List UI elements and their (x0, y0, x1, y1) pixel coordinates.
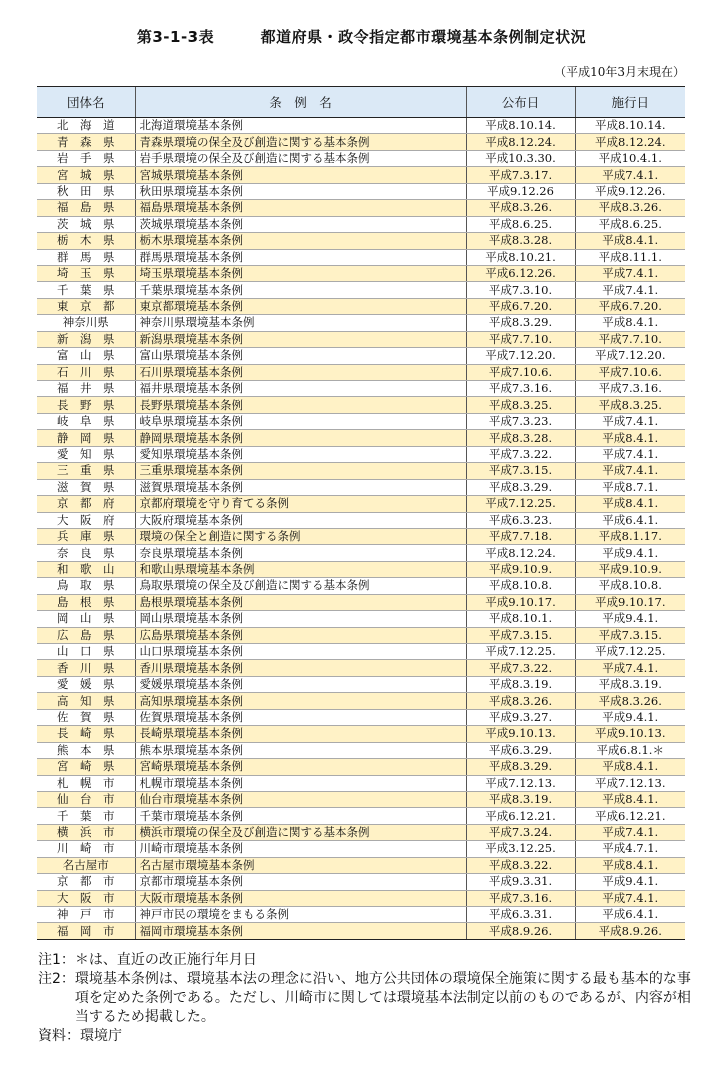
table-row (37, 183, 685, 199)
group-cell: 栃 木 県 (37, 233, 135, 249)
promulgated-cell: 平成8.3.28. (466, 233, 575, 249)
table-row (37, 611, 685, 627)
ordinance-cell: 群馬県環境基本条例 (135, 249, 466, 265)
source-text: 環境庁 (80, 1028, 122, 1044)
ordinance-cell: 奈良県環境基本条例 (135, 545, 466, 561)
promulgated-cell: 平成7.7.18. (466, 528, 575, 544)
ordinance-cell: 環境の保全と創造に関する条例 (135, 528, 466, 544)
enforced-cell: 平成8.3.25. (575, 397, 685, 413)
promulgated-cell: 平成7.3.10. (466, 282, 575, 298)
table-row (37, 545, 685, 561)
enforced-cell: 平成8.3.26. (575, 200, 685, 216)
enforced-cell: 平成8.7.1. (575, 479, 685, 495)
promulgated-cell: 平成7.3.22. (466, 660, 575, 676)
promulgated-cell: 平成7.3.15. (466, 627, 575, 643)
ordinance-cell: 京都府環境を守り育てる条例 (135, 496, 466, 512)
enforced-cell: 平成8.3.26. (575, 693, 685, 709)
promulgated-cell: 平成7.7.10. (466, 331, 575, 347)
table-row (37, 496, 685, 512)
promulgated-cell: 平成8.10.14. (466, 118, 575, 134)
promulgated-cell: 平成8.3.19. (466, 791, 575, 807)
group-cell: 石 川 県 (37, 364, 135, 380)
header-enforced: 施行日 (575, 87, 685, 118)
promulgated-cell: 平成9.10.13. (466, 726, 575, 742)
promulgated-cell: 平成10.3.30. (466, 150, 575, 166)
promulgated-cell: 平成7.3.22. (466, 446, 575, 462)
group-cell: 新 潟 県 (37, 331, 135, 347)
group-cell: 広 島 県 (37, 627, 135, 643)
source-label: 資料： (38, 1028, 80, 1044)
group-cell: 大 阪 府 (37, 512, 135, 528)
table-row (37, 282, 685, 298)
ordinance-cell: 大阪市環境基本条例 (135, 890, 466, 906)
promulgated-cell: 平成7.3.17. (466, 167, 575, 183)
table-row (37, 348, 685, 364)
enforced-cell: 平成7.12.25. (575, 644, 685, 660)
group-cell: 佐 賀 県 (37, 709, 135, 725)
table-row (37, 528, 685, 544)
group-cell: 神奈川県 (37, 315, 135, 331)
table-title-text: 都道府県・政令指定都市環境基本条例制定状況 (260, 28, 587, 46)
enforced-cell: 平成7.4.1. (575, 446, 685, 462)
ordinance-cell: 横浜市環境の保全及び創造に関する基本条例 (135, 824, 466, 840)
group-cell: 北 海 道 (37, 118, 135, 134)
ordinance-cell: 東京都環境基本条例 (135, 298, 466, 314)
enforced-cell: 平成8.12.24. (575, 134, 685, 150)
table-row (37, 315, 685, 331)
ordinance-cell: 富山県環境基本条例 (135, 348, 466, 364)
table-row (37, 824, 685, 840)
promulgated-cell: 平成8.10.21. (466, 249, 575, 265)
header-group: 団体名 (37, 87, 135, 118)
note-text: ＊は、直近の改正施行年月日 (74, 952, 257, 968)
table-row (37, 446, 685, 462)
enforced-cell: 平成6.12.21. (575, 808, 685, 824)
promulgated-cell: 平成7.10.6. (466, 364, 575, 380)
enforced-cell: 平成9.10.13. (575, 726, 685, 742)
enforced-cell: 平成7.10.6. (575, 364, 685, 380)
ordinance-cell: 新潟県環境基本条例 (135, 331, 466, 347)
group-cell: 宮 城 県 (37, 167, 135, 183)
group-cell: 福 井 県 (37, 381, 135, 397)
promulgated-cell: 平成8.9.26. (466, 923, 575, 939)
group-cell: 高 知 県 (37, 693, 135, 709)
ordinance-cell: 島根県環境基本条例 (135, 594, 466, 610)
ordinance-cell: 福岡市環境基本条例 (135, 923, 466, 939)
header-promulgated: 公布日 (466, 87, 575, 118)
ordinance-cell: 宮城県環境基本条例 (135, 167, 466, 183)
table-row (37, 759, 685, 775)
note-label: 注2： (38, 971, 75, 987)
enforced-cell: 平成8.1.17. (575, 528, 685, 544)
table-row (37, 594, 685, 610)
promulgated-cell: 平成6.3.31. (466, 907, 575, 923)
ordinance-cell: 静岡県環境基本条例 (135, 430, 466, 446)
enforced-cell: 平成7.3.15. (575, 627, 685, 643)
group-cell: 香 川 県 (37, 660, 135, 676)
promulgated-cell: 平成6.7.20. (466, 298, 575, 314)
ordinance-cell: 岐阜県環境基本条例 (135, 413, 466, 429)
group-cell: 山 口 県 (37, 644, 135, 660)
enforced-cell: 平成8.10.14. (575, 118, 685, 134)
promulgated-cell: 平成8.3.29. (466, 315, 575, 331)
ordinance-cell: 広島県環境基本条例 (135, 627, 466, 643)
group-cell: 京 都 府 (37, 496, 135, 512)
enforced-cell: 平成7.4.1. (575, 282, 685, 298)
table-row (37, 430, 685, 446)
enforced-cell: 平成8.4.1. (575, 791, 685, 807)
enforced-cell: 平成7.4.1. (575, 463, 685, 479)
ordinance-cell: 神戸市民の環境をまもる条例 (135, 907, 466, 923)
enforced-cell: 平成7.4.1. (575, 167, 685, 183)
promulgated-cell: 平成7.12.20. (466, 348, 575, 364)
enforced-cell: 平成9.12.26. (575, 183, 685, 199)
ordinance-cell: 鳥取県環境の保全及び創造に関する基本条例 (135, 578, 466, 594)
promulgated-cell: 平成8.12.24. (466, 134, 575, 150)
group-cell: 千 葉 県 (37, 282, 135, 298)
table-row (37, 627, 685, 643)
promulgated-cell: 平成8.3.25. (466, 397, 575, 413)
promulgated-cell: 平成8.6.25. (466, 216, 575, 232)
promulgated-cell: 平成7.3.23. (466, 413, 575, 429)
ordinance-cell: 宮崎県環境基本条例 (135, 759, 466, 775)
ordinance-cell: 長崎県環境基本条例 (135, 726, 466, 742)
promulgated-cell: 平成6.3.29. (466, 742, 575, 758)
ordinance-cell: 埼玉県環境基本条例 (135, 265, 466, 281)
enforced-cell: 平成9.4.1. (575, 611, 685, 627)
promulgated-cell: 平成8.3.19. (466, 676, 575, 692)
promulgated-cell: 平成7.12.25. (466, 644, 575, 660)
promulgated-cell: 平成9.3.27. (466, 709, 575, 725)
ordinance-cell: 青森県環境の保全及び創造に関する基本条例 (135, 134, 466, 150)
promulgated-cell: 平成7.3.24. (466, 824, 575, 840)
table-row (37, 150, 685, 166)
enforced-cell: 平成8.4.1. (575, 857, 685, 873)
ordinance-cell: 京都市環境基本条例 (135, 874, 466, 890)
promulgated-cell: 平成8.12.24. (466, 545, 575, 561)
group-cell: 島 根 県 (37, 594, 135, 610)
promulgated-cell: 平成9.10.9. (466, 561, 575, 577)
ordinance-cell: 和歌山県環境基本条例 (135, 561, 466, 577)
ordinance-cell: 福井県環境基本条例 (135, 381, 466, 397)
enforced-cell: 平成8.10.8. (575, 578, 685, 594)
group-cell: 群 馬 県 (37, 249, 135, 265)
group-cell: 愛 知 県 (37, 446, 135, 462)
enforced-cell: 平成8.6.25. (575, 216, 685, 232)
ordinance-cell: 千葉県環境基本条例 (135, 282, 466, 298)
ordinance-cell: 栃木県環境基本条例 (135, 233, 466, 249)
promulgated-cell: 平成7.12.25. (466, 496, 575, 512)
ordinance-cell: 熊本県環境基本条例 (135, 742, 466, 758)
ordinance-cell: 滋賀県環境基本条例 (135, 479, 466, 495)
enforced-cell: 平成8.3.19. (575, 676, 685, 692)
group-cell: 岡 山 県 (37, 611, 135, 627)
table-row (37, 298, 685, 314)
header-ordinance: 条 例 名 (135, 87, 466, 118)
promulgated-cell: 平成6.3.23. (466, 512, 575, 528)
enforced-cell: 平成10.4.1. (575, 150, 685, 166)
ordinance-cell: 秋田県環境基本条例 (135, 183, 466, 199)
group-cell: 東 京 都 (37, 298, 135, 314)
enforced-cell: 平成8.11.1. (575, 249, 685, 265)
table-row (37, 265, 685, 281)
promulgated-cell: 平成6.12.26. (466, 265, 575, 281)
table-row (37, 791, 685, 807)
enforced-cell: 平成7.4.1. (575, 890, 685, 906)
promulgated-cell: 平成8.3.29. (466, 479, 575, 495)
table-row (37, 118, 685, 134)
table-row (37, 775, 685, 791)
table-row (37, 923, 685, 939)
enforced-cell: 平成4.7.1. (575, 841, 685, 857)
enforced-cell: 平成8.4.1. (575, 430, 685, 446)
promulgated-cell: 平成8.10.8. (466, 578, 575, 594)
table-row (37, 676, 685, 692)
table-row (37, 561, 685, 577)
ordinance-cell: 岡山県環境基本条例 (135, 611, 466, 627)
ordinance-cell: 高知県環境基本条例 (135, 693, 466, 709)
table-row (37, 874, 685, 890)
enforced-cell: 平成8.9.26. (575, 923, 685, 939)
table-row (37, 512, 685, 528)
ordinance-cell: 北海道環境基本条例 (135, 118, 466, 134)
source-note (38, 1027, 698, 1046)
enforced-cell: 平成6.4.1. (575, 907, 685, 923)
enforced-cell: 平成7.7.10. (575, 331, 685, 347)
note-2 (38, 970, 698, 1027)
group-cell: 熊 本 県 (37, 742, 135, 758)
promulgated-cell: 平成9.3.31. (466, 874, 575, 890)
ordinance-cell: 愛知県環境基本条例 (135, 446, 466, 462)
table-row (37, 364, 685, 380)
promulgated-cell: 平成8.3.28. (466, 430, 575, 446)
group-cell: 静 岡 県 (37, 430, 135, 446)
table-row (37, 216, 685, 232)
table-row (37, 413, 685, 429)
enforced-cell: 平成8.4.1. (575, 233, 685, 249)
enforced-cell: 平成7.4.1. (575, 413, 685, 429)
group-cell: 茨 城 県 (37, 216, 135, 232)
group-cell: 神 戸 市 (37, 907, 135, 923)
group-cell: 滋 賀 県 (37, 479, 135, 495)
ordinance-cell: 名古屋市環境基本条例 (135, 857, 466, 873)
promulgated-cell: 平成6.12.21. (466, 808, 575, 824)
ordinance-cell: 長野県環境基本条例 (135, 397, 466, 413)
enforced-cell: 平成9.4.1. (575, 709, 685, 725)
table-body (37, 118, 685, 940)
table-row (37, 331, 685, 347)
ordinance-cell: 香川県環境基本条例 (135, 660, 466, 676)
notes (38, 951, 698, 1046)
enforced-cell: 平成6.4.1. (575, 512, 685, 528)
as-of-date: （平成10年3月末現在） (554, 65, 685, 79)
enforced-cell: 平成7.4.1. (575, 265, 685, 281)
group-cell: 岐 阜 県 (37, 413, 135, 429)
promulgated-cell: 平成8.3.26. (466, 693, 575, 709)
enforced-cell: 平成6.7.20. (575, 298, 685, 314)
ordinance-cell: 福島県環境基本条例 (135, 200, 466, 216)
group-cell: 埼 玉 県 (37, 265, 135, 281)
ordinance-cell: 大阪府環境基本条例 (135, 512, 466, 528)
promulgated-cell: 平成8.10.1. (466, 611, 575, 627)
table-number: 第3-1-3表 (136, 28, 215, 46)
ordinance-cell: 川崎市環境基本条例 (135, 841, 466, 857)
ordinance-cell: 山口県環境基本条例 (135, 644, 466, 660)
note-text: 環境基本条例は、環境基本法の理念に沿い、地方公共団体の環境保全施策に関する最も基本的な事項を定めた条例である。ただし、川崎市に関しては環境基本法制定以前のものであるが、内容が相当するため掲載した。 (74, 971, 691, 1025)
group-cell: 福 島 県 (37, 200, 135, 216)
group-cell: 奈 良 県 (37, 545, 135, 561)
group-cell: 愛 媛 県 (37, 676, 135, 692)
enforced-cell: 平成8.4.1. (575, 496, 685, 512)
group-cell: 福 岡 市 (37, 923, 135, 939)
table-row (37, 808, 685, 824)
group-cell: 横 浜 市 (37, 824, 135, 840)
group-cell: 千 葉 市 (37, 808, 135, 824)
group-cell: 長 野 県 (37, 397, 135, 413)
group-cell: 大 阪 市 (37, 890, 135, 906)
ordinance-cell: 愛媛県環境基本条例 (135, 676, 466, 692)
group-cell: 札 幌 市 (37, 775, 135, 791)
group-cell: 和 歌 山 (37, 561, 135, 577)
table-row (37, 200, 685, 216)
group-cell: 宮 崎 県 (37, 759, 135, 775)
enforced-cell: 平成9.4.1. (575, 874, 685, 890)
group-cell: 川 崎 市 (37, 841, 135, 857)
enforced-cell: 平成9.4.1. (575, 545, 685, 561)
table-row (37, 841, 685, 857)
table-row (37, 660, 685, 676)
group-cell: 富 山 県 (37, 348, 135, 364)
table-row (37, 578, 685, 594)
enforced-cell: 平成9.10.17. (575, 594, 685, 610)
group-cell: 京 都 市 (37, 874, 135, 890)
promulgated-cell: 平成8.3.26. (466, 200, 575, 216)
promulgated-cell: 平成7.3.15. (466, 463, 575, 479)
promulgated-cell: 平成3.12.25. (466, 841, 575, 857)
ordinance-cell: 石川県環境基本条例 (135, 364, 466, 380)
group-cell: 名古屋市 (37, 857, 135, 873)
enforced-cell: 平成7.12.13. (575, 775, 685, 791)
promulgated-cell: 平成7.3.16. (466, 890, 575, 906)
group-cell: 鳥 取 県 (37, 578, 135, 594)
table-row (37, 381, 685, 397)
enforced-cell: 平成7.4.1. (575, 660, 685, 676)
group-cell: 長 崎 県 (37, 726, 135, 742)
enforced-cell: 平成9.10.9. (575, 561, 685, 577)
note-label: 注1： (38, 952, 75, 968)
table-row (37, 907, 685, 923)
table-row (37, 134, 685, 150)
promulgated-cell: 平成9.12.26 (466, 183, 575, 199)
table-row (37, 249, 685, 265)
ordinance-cell: 神奈川県環境基本条例 (135, 315, 466, 331)
table-header-row (37, 87, 685, 118)
ordinance-cell: 札幌市環境基本条例 (135, 775, 466, 791)
table-title (0, 26, 723, 47)
table-row (37, 463, 685, 479)
table-row (37, 233, 685, 249)
table-row (37, 726, 685, 742)
table-row (37, 167, 685, 183)
table-row (37, 890, 685, 906)
promulgated-cell: 平成8.3.29. (466, 759, 575, 775)
ordinance-cell: 岩手県環境の保全及び創造に関する基本条例 (135, 150, 466, 166)
promulgated-cell: 平成7.3.16. (466, 381, 575, 397)
ordinance-cell: 仙台市環境基本条例 (135, 791, 466, 807)
ordinance-cell: 佐賀県環境基本条例 (135, 709, 466, 725)
group-cell: 青 森 県 (37, 134, 135, 150)
ordinance-cell: 千葉市環境基本条例 (135, 808, 466, 824)
group-cell: 三 重 県 (37, 463, 135, 479)
ordinance-table (37, 86, 685, 940)
enforced-cell: 平成7.12.20. (575, 348, 685, 364)
enforced-cell: 平成7.3.16. (575, 381, 685, 397)
table-row (37, 742, 685, 758)
table-row (37, 397, 685, 413)
promulgated-cell: 平成9.10.17. (466, 594, 575, 610)
group-cell: 兵 庫 県 (37, 528, 135, 544)
table-row (37, 479, 685, 495)
note-1 (38, 951, 698, 970)
table-row (37, 709, 685, 725)
enforced-cell: 平成8.4.1. (575, 315, 685, 331)
enforced-cell: 平成7.4.1. (575, 824, 685, 840)
table-row (37, 857, 685, 873)
group-cell: 仙 台 市 (37, 791, 135, 807)
table-row (37, 693, 685, 709)
ordinance-cell: 茨城県環境基本条例 (135, 216, 466, 232)
group-cell: 岩 手 県 (37, 150, 135, 166)
enforced-cell: 平成6.8.1.＊ (575, 742, 685, 758)
promulgated-cell: 平成7.12.13. (466, 775, 575, 791)
enforced-cell: 平成8.4.1. (575, 759, 685, 775)
group-cell: 秋 田 県 (37, 183, 135, 199)
ordinance-cell: 三重県環境基本条例 (135, 463, 466, 479)
table-row (37, 644, 685, 660)
promulgated-cell: 平成8.3.22. (466, 857, 575, 873)
